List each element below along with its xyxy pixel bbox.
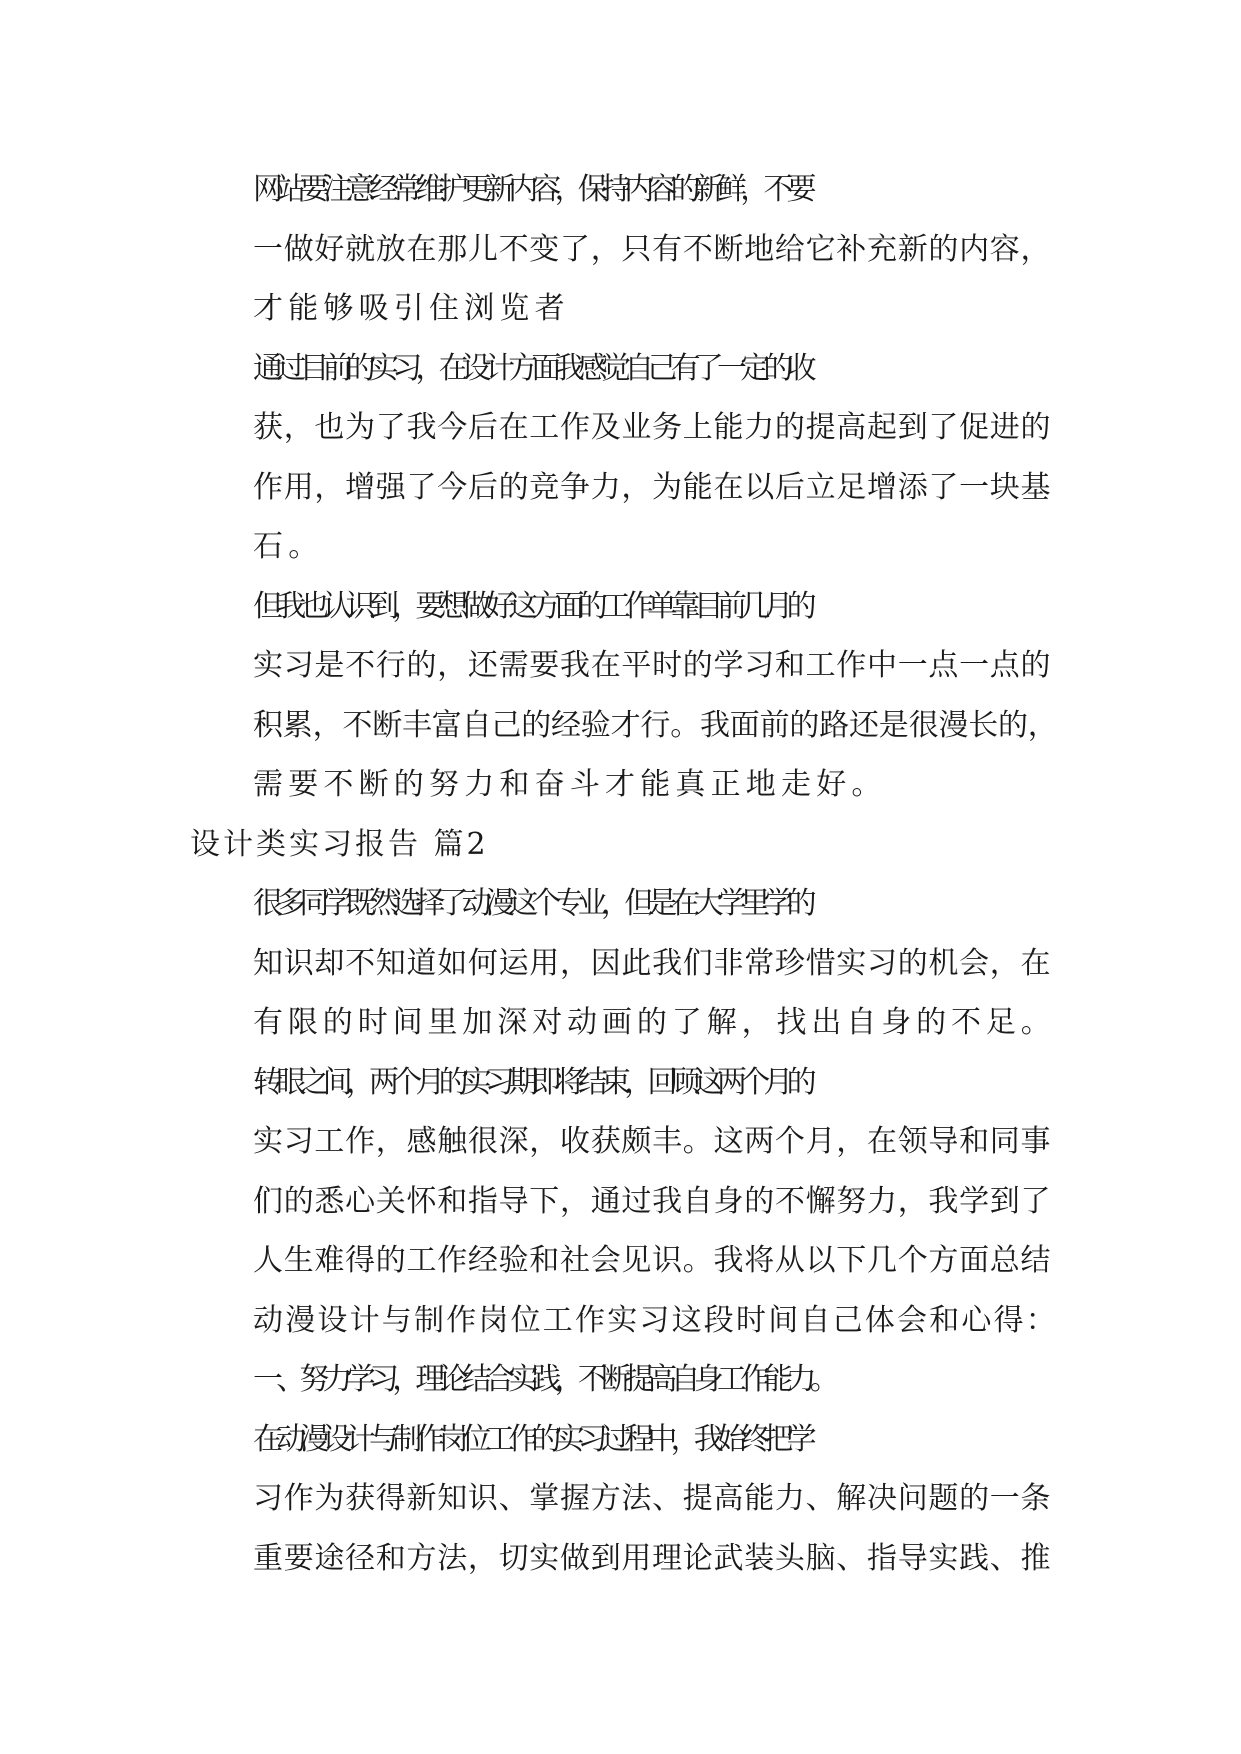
body-paragraph [190,1350,1058,1410]
text-line: 人生难得的工作经验和社会见识。我将从以下几个方面总结 [253,1243,1052,1278]
body-paragraph [190,160,1058,339]
section-heading [190,815,1058,875]
body-paragraph [190,577,1058,815]
text-line: 设计类实习报告 篇2 [190,826,489,862]
text-line: 在动漫设计与制作岗位工作的实习过程中，我始终把学 [253,1421,810,1457]
text-line: 知识却不知道如何运用，因此我们非常珍惜实习的机会，在 [253,945,1052,981]
text-line: 重要途径和方法，切实做到用理论武装头脑、指导实践、推 [253,1540,1052,1576]
text-line: 但我也认识到，要想做好这方面的工作单靠目前几月的 [253,588,810,624]
text-line: 一做好就放在那儿不变了，只有不断地给它补充新的内容， [253,231,1052,267]
text-line: 需要不断的努力和奋斗才能真正地走好。 [253,767,887,802]
text-line: 动漫设计与制作岗位工作实习这段时间自己体会和心得： [253,1302,1058,1338]
text-line: 们的悉心关怀和指导下，通过我自身的不懈努力，我学到了 [253,1183,1052,1219]
text-line: 作用，增强了今后的竞争力，为能在以后立足增添了一块基 [253,469,1052,505]
text-line: 很多同学既然选择了动漫这个专业，但是在大学里学的 [253,886,810,921]
text-line: 网站要注意经常维护更新内容，保持内容的新鲜，不要 [253,172,810,207]
text-line: 获，也为了我今后在工作及业务上能力的提高起到了促进的 [253,410,1052,445]
text-line: 实习工作，感触很深，收获颇丰。这两个月，在领导和同事 [253,1124,1052,1159]
text-line: 一、努力学习，理论结合实践，不断提高自身工作能力。 [253,1362,833,1397]
body-paragraph [190,1410,1058,1589]
body-paragraph [190,874,1058,1053]
body-paragraph [190,339,1058,577]
text-line: 转眼之间，两个月的实习期即将结束，回顾这两个月的 [253,1064,810,1100]
document-body [190,160,1058,1588]
text-line: 积累，不断丰富自己的经验才行。我面前的路还是很漫长的， [253,707,1058,743]
text-line: 实习是不行的，还需要我在平时的学习和工作中一点一点的 [253,648,1052,683]
text-line: 才能够吸引住浏览者 [253,291,570,326]
text-line: 通过目前的实习，在设计方面我感觉自己有了一定的收 [253,350,810,386]
text-line: 习作为获得新知识、掌握方法、提高能力、解决问题的一条 [253,1481,1052,1516]
text-line: 有限的时间里加深对动画的了解，找出自身的不足。 [253,1005,1056,1040]
text-line: 石。 [253,529,324,564]
body-paragraph [190,1053,1058,1351]
